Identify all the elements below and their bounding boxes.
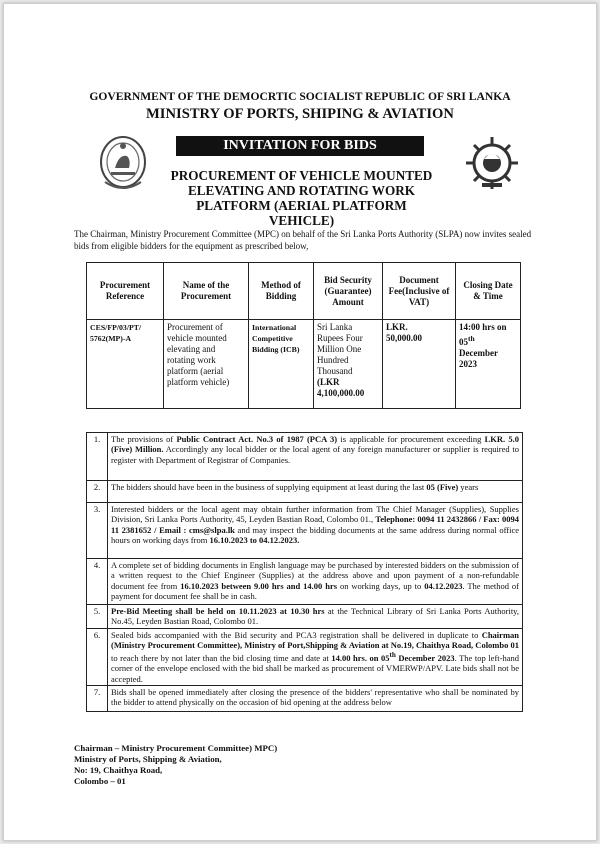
- title-line: ELEVATING AND ROTATING WORK: [187, 183, 416, 198]
- clause-text-part: 04.12.2023: [424, 580, 463, 591]
- clause-text-part: . The top left-hand corner of the envelope enclosed with the bid shall be marked as procurement of VMERWP/APV. Late bids shall not be accepted.: [111, 653, 519, 684]
- clause-text: [108, 685, 523, 711]
- closing-date: December 2023: [459, 348, 498, 369]
- clause-number: 2.: [87, 481, 108, 503]
- table-header-row: [87, 263, 521, 320]
- clause-text: [108, 503, 523, 559]
- closing-time: 14:00 hrs on 05: [459, 322, 507, 347]
- clause-text-part: at the Technical Library of Sri Lanka Ports Authority, No.45, Leyden Bastian Road, Colombo 01.: [111, 606, 520, 627]
- cell-fee: [383, 320, 456, 409]
- security-words: Sri Lanka Rupees Four Million One Hundred Thousand: [317, 322, 363, 376]
- clause-text-part: 16.10.2023 to 04.12.2023.: [209, 534, 300, 545]
- closing-sup: th: [468, 334, 475, 343]
- clause-text-part: Public Contract Act. No.3 of 1987 (PCA 3): [176, 434, 338, 444]
- conditions-table: [86, 432, 523, 712]
- clause-text-part: to reach there by not later than the bid closing time and date at: [111, 653, 332, 664]
- cell-closing: [456, 320, 521, 409]
- clause-text-part: December 2023: [395, 653, 455, 664]
- clause-text-part: is applicable for procurement exceeding: [337, 434, 485, 444]
- title-line: PLATFORM (AERIAL PLATFORM VEHICLE): [196, 198, 407, 228]
- fee-currency: LKR.: [386, 322, 408, 332]
- clause-text-part: Chairman (Ministry Procurement Committee), Ministry of Port,Shipping & Aviation at No.19, Chaithya Road, Colombo 01: [111, 629, 519, 650]
- footer-line: No: 19, Chaithya Road,: [74, 765, 163, 775]
- cell-name: Procurement of vehicle mounted elevating and rotating work platform (aerial platform vehicle): [164, 320, 249, 409]
- clause-number: 7.: [87, 685, 108, 711]
- clause-text-part: A complete set of bidding documents in English language may be purchased by interested bidders on the submission of a written request to the Chief Engineer (Supplies) at the address above and upon payment of a non-refundable document fee from: [111, 560, 519, 591]
- sri-lanka-emblem-icon: [97, 132, 149, 192]
- ports-authority-emblem-icon: [462, 131, 522, 193]
- header-closing: Closing Date & Time: [456, 263, 521, 320]
- clause-text-part: LKR. 5.0 (Five) Million.: [111, 434, 520, 455]
- invitation-banner: INVITATION FOR BIDS: [176, 136, 424, 156]
- clause-text-part: 05 (Five): [426, 482, 459, 492]
- government-heading: GOVERNMENT OF THE DEMOCRTIC SOCIALIST REPUBLIC OF SRI LANKA: [89, 90, 511, 103]
- header-security: Bid Security (Guarantee) Amount: [314, 263, 383, 320]
- procurement-title: [164, 168, 439, 228]
- clause-number: 3.: [87, 503, 108, 559]
- clause-text-part: Sealed bids accompanied with the Bid security and PCA3 registration shall be delivered in duplicate to: [111, 629, 482, 640]
- clause-text-part: Telephone: 0094 11 2432866 / Fax: 0094 11 2381652 / Email : cms@slpa.lk: [111, 514, 519, 535]
- clause-row: [87, 481, 523, 503]
- cell-method: International Competitive Bidding (ICB): [249, 320, 314, 409]
- clause-row: [87, 503, 523, 559]
- clause-text-part: on working days, up to: [337, 580, 425, 591]
- clause-text-part: 14.00 hrs. on 05: [331, 653, 390, 664]
- clause-text: [108, 433, 523, 481]
- clause-text-part: Pre-Bid Meeting shall be held on 10.11.2023 at 10.30 hrs: [111, 606, 325, 616]
- clause-row: [87, 685, 523, 711]
- clause-text: [108, 559, 523, 605]
- footer-line: Ministry of Ports, Shipping & Aviation,: [74, 754, 222, 764]
- signature-block: [74, 743, 277, 787]
- ministry-heading: MINISTRY OF PORTS, SHIPING & AVIATION: [146, 106, 454, 122]
- clause-text: [108, 605, 523, 629]
- bid-table: [86, 262, 521, 409]
- clause-row: [87, 433, 523, 481]
- clause-text-part: and may inspect the bidding documents at the same address during normal office hours on working days from: [111, 524, 520, 545]
- clause-number: 4.: [87, 559, 108, 605]
- table-row: [87, 320, 521, 409]
- fee-amount: 50,000.00: [386, 333, 422, 343]
- clause-number: 6.: [87, 628, 108, 685]
- header-fee: Document Fee(Inclusive of VAT): [383, 263, 456, 320]
- clause-text-part: Interested bidders or the local agent may obtain further information from The Chief Manager (Supplies), Supplies Division, Sri Lanka Ports Authority, 45, Leyden Bastian Road, Colombo 01.,: [111, 504, 519, 525]
- header-reference: Procurement Reference: [87, 263, 164, 320]
- document-page: [3, 3, 597, 841]
- clause-text-part: The provisions of: [111, 434, 177, 444]
- intro-paragraph: The Chairman, Ministry Procurement Committee (MPC) on behalf of the Sri Lanka Ports Authority (SLPA) now invites sealed bids from eligible bidders for the equipment as prescribed below,: [74, 229, 532, 251]
- clause-text-part: . The method of payment for document fee shall be in cash.: [111, 580, 519, 601]
- clause-text-part: Bids shall be opened immediately after closing the presence of the bidders' representative who shall be nominated by the bidder to attend physically on the occasion of bid opening at the address below: [111, 686, 519, 708]
- clause-row: [87, 628, 523, 685]
- clause-text: [108, 481, 523, 503]
- title-line: PROCUREMENT OF VEHICLE MOUNTED: [170, 168, 433, 183]
- cell-security: [314, 320, 383, 409]
- cell-reference: CES/FP/03/PT/ 5762(MP)-A: [87, 320, 164, 409]
- security-amount: (LKR 4,100,000.00: [317, 377, 365, 398]
- clause-text-part: years: [458, 482, 479, 492]
- footer-line: Colombo – 01: [74, 776, 126, 786]
- header-name: Name of the Procurement: [164, 263, 249, 320]
- clause-number: 1.: [87, 433, 108, 481]
- header-method: Method of Bidding: [249, 263, 314, 320]
- clause-text: [108, 628, 523, 685]
- clause-text-part: Accordingly any local bidder or the local agent of any foreign manufacturer or supplier is required to register with Department of Registrar of Companies.: [111, 444, 519, 465]
- clause-row: [87, 559, 523, 605]
- clause-row: [87, 605, 523, 629]
- clause-text-part: 16.10.2023 between 9.00 hrs and 14.00 hrs: [180, 580, 338, 591]
- footer-line: Chairman – Ministry Procurement Committee) MPC): [74, 743, 278, 753]
- clause-text-part: th: [389, 651, 396, 660]
- clause-text-part: The bidders should have been in the business of supplying equipment at least during the last: [111, 482, 427, 492]
- clause-number: 5.: [87, 605, 108, 629]
